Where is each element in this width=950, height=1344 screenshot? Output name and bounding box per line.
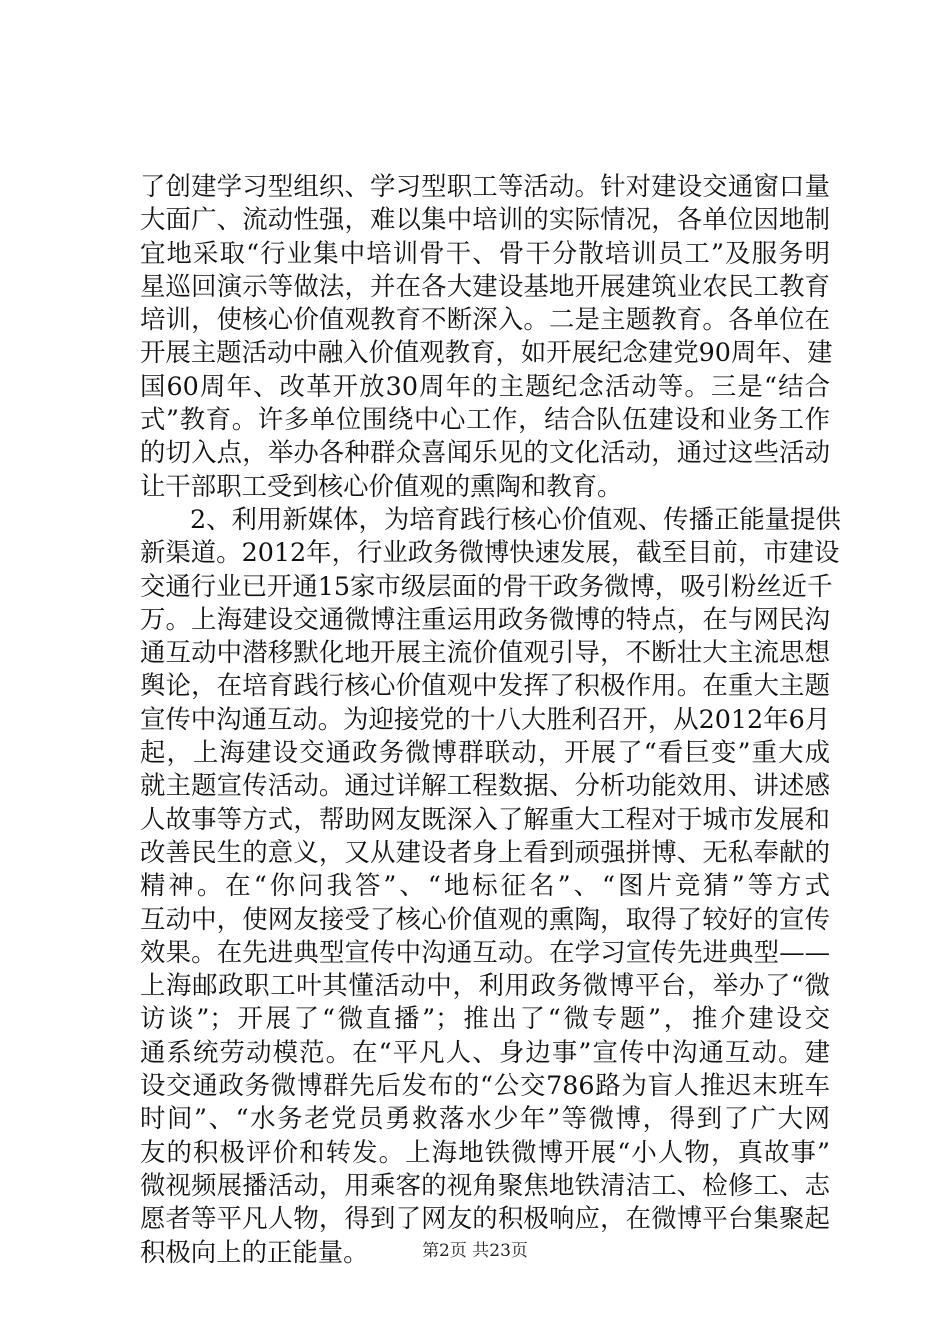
text-line: 人故事等方式，帮助网友既深入了解重大工程对于城市发展和 [140,803,830,834]
text-line: 就主题宣传活动。通过详解工程数据、分析功能效用、讲述感 [140,770,830,801]
body-text [140,170,841,1269]
text-line: 互动中，使网友接受了核心价值观的熏陶，取得了较好的宣传 [140,903,830,934]
text-line: 上海邮政职工叶其懂活动中，利用政务微博平台，举办了“微 [140,970,830,1001]
text-line: 通互动中潜移默化地开展主流价值观引导，不断壮大主流思想 [140,637,830,668]
text-line: 宜地采取“行业集中培训骨干、骨干分散培训员工”及服务明 [140,237,830,268]
page-number: 第2页 共23页 [422,1241,528,1261]
text-line: 交通行业已开通15家市级层面的骨干政务微博，吸引粉丝近千 [140,570,833,601]
text-line: 起，上海建设交通政务微博群联动，开展了“看巨变”重大成 [140,737,830,768]
text-line: 国60周年、改革开放30周年的主题纪念活动等。三是“结合 [140,370,830,401]
page-footer [0,1240,950,1262]
paragraph-end-line: 让干部职工受到核心价值观的熏陶和教育。 [140,470,623,501]
text-line: 微视频展播活动，用乘客的视角聚焦地铁清洁工、检修工、志 [140,1169,830,1200]
paragraph-end-line: 积极向上的正能量。 [140,1236,369,1267]
text-line: 访谈”；开展了“微直播”；推出了“微专题”，推介建设交 [140,1003,830,1034]
text-line: 培训，使核心价值观教育不断深入。二是主题教育。各单位在 [140,304,830,335]
text-line: 万。上海建设交通微博注重运用政务微博的特点，在与网民沟 [140,603,830,634]
text-line: 大面广、流动性强，难以集中培训的实际情况，各单位因地制 [140,204,830,235]
text-line: 时间”、“水务老党员勇救落水少年”等微博，得到了广大网 [140,1103,830,1134]
text-line: 式”教育。许多单位围绕中心工作，结合队伍建设和业务工作 [140,404,830,435]
text-line: 的切入点，举办各种群众喜闻乐见的文化活动，通过这些活动 [140,437,830,468]
text-line: 开展主题活动中融入价值观教育，如开展纪念建党90周年、建 [140,337,833,368]
text-line: 了创建学习型组织、学习型职工等活动。针对建设交通窗口量 [140,171,830,201]
text-line: 宣传中沟通互动。为迎接党的十八大胜利召开，从2012年6月 [140,703,831,734]
text-line: 愿者等平凡人物，得到了网友的积极响应，在微博平台集聚起 [140,1203,830,1234]
text-line: 舆论，在培育践行核心价值观中发挥了积极作用。在重大主题 [140,670,830,701]
text-line: 改善民生的意义，又从建设者身上看到顽强拼博、无私奉献的 [140,836,830,867]
text-line: 友的积极评价和转发。上海地铁微博开展“小人物，真故事” [140,1136,830,1167]
paragraph-start-line: 2、利用新媒体，为培育践行核心价值观、传播正能量提供 [190,503,841,534]
text-line: 新渠道。2012年，行业政务微博快速发展，截至目前，市建设 [140,537,840,568]
text-line: 通系统劳动模范。在“平凡人、身边事”宣传中沟通互动。建 [140,1036,830,1067]
text-line: 效果。在先进典型宣传中沟通互动。在学习宣传先进典型—— [140,936,830,967]
text-line: 星巡回演示等做法，并在各大建设基地开展建筑业农民工教育 [140,270,830,301]
text-line: 精神。在“你问我答”、“地标征名”、“图片竞猜”等方式 [140,870,830,901]
text-line: 设交通政务微博群先后发布的“公交786路为盲人推迟末班车 [140,1070,830,1101]
